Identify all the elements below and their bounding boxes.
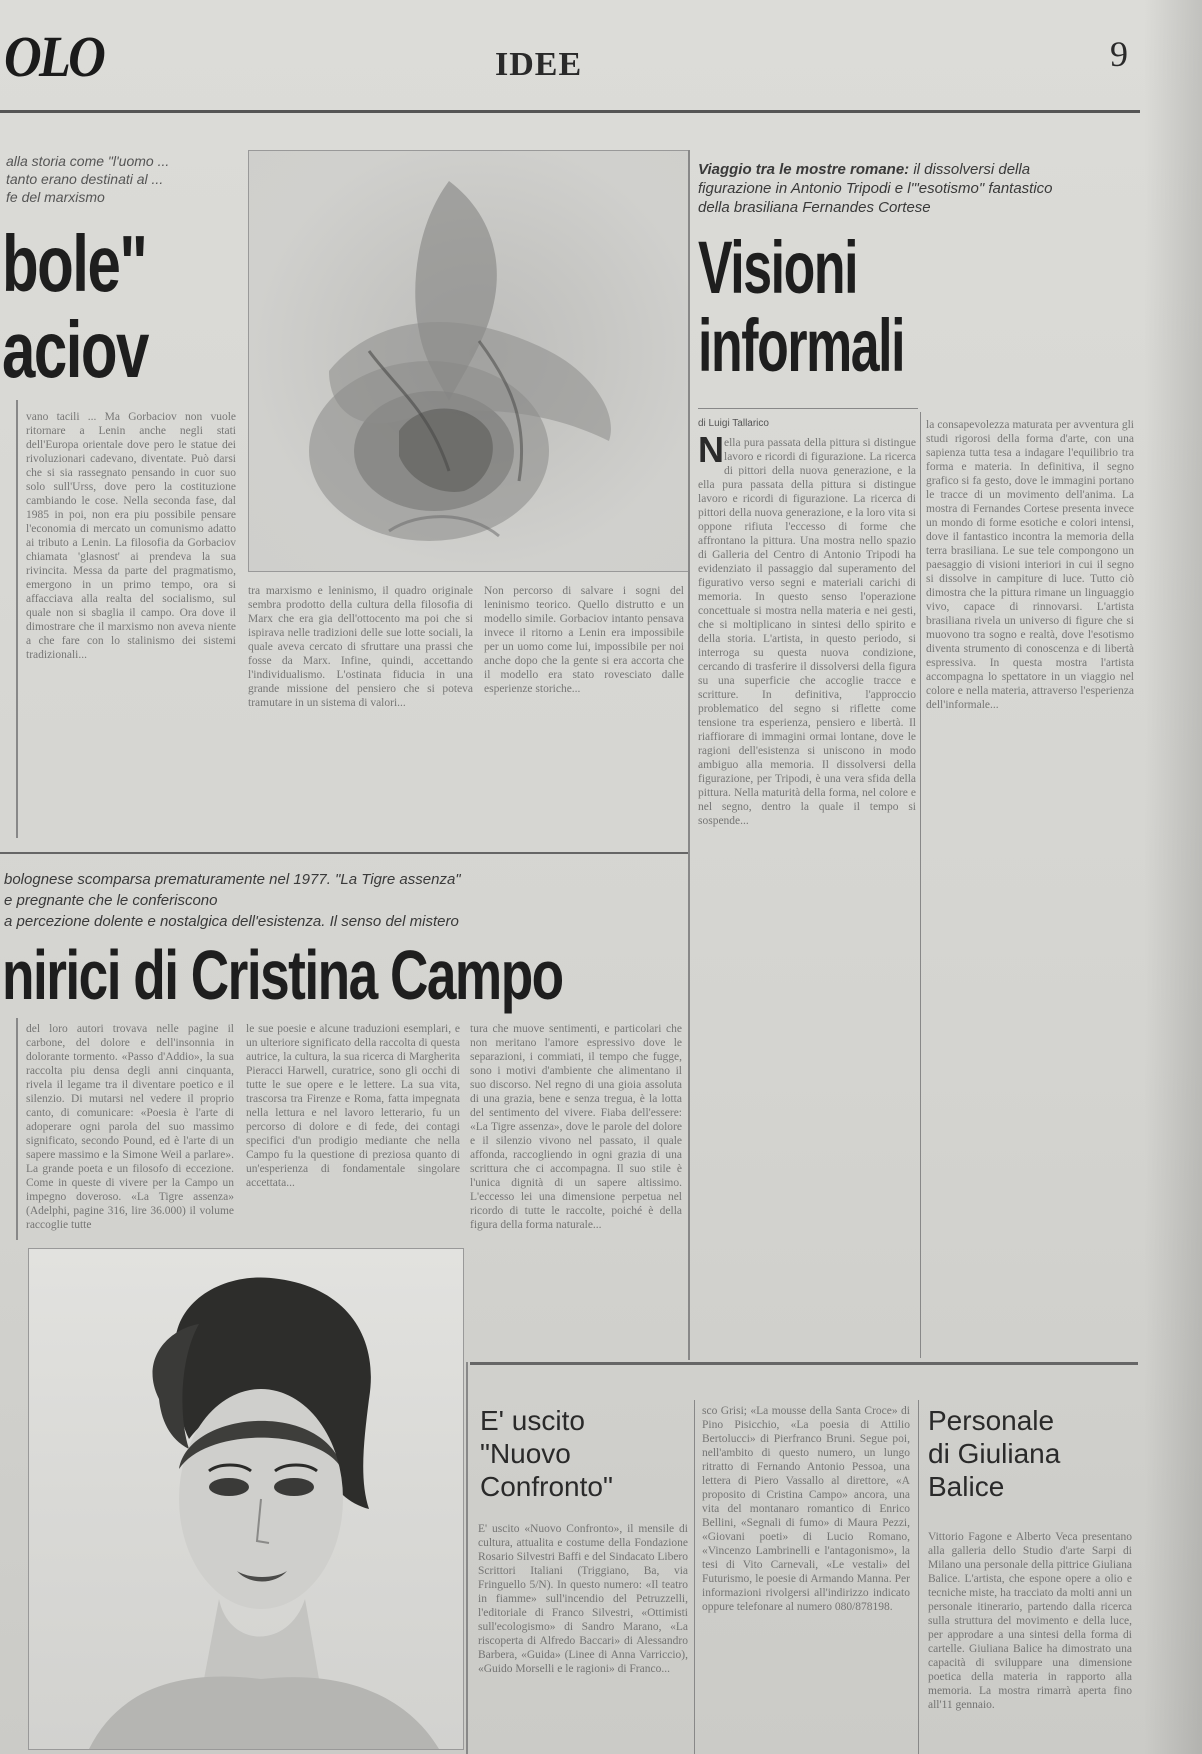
campo-top-rule bbox=[0, 852, 688, 854]
gorbaciov-left-rule bbox=[16, 400, 18, 838]
balice-headline-line3: Balice bbox=[928, 1471, 1005, 1502]
visioni-headline-line1: Visioni bbox=[698, 226, 858, 309]
nuovo-confronto-text: E' uscito «Nuovo Confronto», il mensile di cultura, attualita e costume della Fondazione Rosario Silvestri Baffi e del Sindacato Libero Scrittori Italiani (Triggiano, Ba, via Fringuello 5/N). In questo numero: «Il teatro in fiamme» sull'incendio del Petruzzelli, l'editoriale di Franco Silvestri, «Ottimisti sull'ecologismo» di Sandro Marano, «La riscoperta di Alfredo Baccari» di Alessandro Barbera, «Guida» (Linee di Anna Varriccio), «Guido Morselli e le ragioni» di Franco... bbox=[478, 1523, 688, 1675]
campo-column-1: del loro autori trovava nelle pagine il carbone, del dolore e dell'insonnia in dolorante tormento. «Passo d'Addio», la sua raccolta piu densa degli anni cinquanta, rivela il legame tra il diventare poetico e il silenzio. Di mutarsi nel vedere il proprio canto, di comunicare: «Poesia è l'arte di adoperare ogni parola del suo massimo significato, secondo Pound, ed è l'arte di un sapere massimo e la Simone Weil a parlare». La grande poeta e un filosofo di eccezione. Come in queste di vivere per la Campo un impegno doveroso. «La Tigre assenza» (Adelphi, pagine 316, lire 36.000) il volume raccoglie tutte bbox=[26, 1023, 234, 1231]
balice-headline bbox=[928, 1404, 1138, 1503]
lower-boxes-top-rule bbox=[470, 1362, 1138, 1365]
gorbaciov-headline-line1: bole" bbox=[2, 219, 147, 308]
balice-text: Vittorio Fagone e Alberto Veca presentano alla galleria dello Studio d'arte Sarpi di Milano una personale della pittrice Giuliana Balice. L'artista, che espone opere a olio e tecniche miste, ha tracciato da molti anni un personale itinerario, partendo dalla ricerca sulla struttura del movimento e della luce, per approdare a una sintesi della forma di cartelle. Giuliana Balice ha dimostrato una capacità di sviluppare una dimensione poetica della materia in rapporto alla memoria. La mostra rimarrà aperta fino all'11 gennaio. bbox=[928, 1531, 1132, 1711]
visioni-column-1-continued: ella pura passata della pittura si distingue lavoro e ricordi di figurazione. La ricerca di pittori della nuova generazione, e la loro vita si oppone rifiuta l'eccesso di forme che affrontano la pittura. Una mostra nello spazio di Galleria del Centro di Antonio Tripodi ha evidenziato il passaggio dal superamento del figurativo verso segni e materiali carichi di memoria. In questo senso l'operazione concettuale si mostra nella materia e nei gesti, che si moltiplicano in sintesi dello spirito e della storia. L'artista, in questo periodo, si interroga su questa nuova condizione, cercando di trasferire il dissolversi della figura su una superficie che accoglie tracce e scritture. In definitiva, l'approccio problematico del segno si riflette come tensione tra esperienza, pensiero e libertà. Il riaffiorare di immagini ormai lontane, dove le ragioni dell'esistenza si uniscono in modo ambiguo alla memoria. Il dissolversi della figurazione, per Tripodi, è una vera sfida della pittura. Nella maturità della forma, nel colore e nel segno, dentro la quale il tempo si sospende... bbox=[698, 479, 916, 827]
balice-left-rule bbox=[918, 1400, 919, 1754]
visioni-kicker-bold: Viaggio tra le mostre romane: bbox=[698, 161, 910, 178]
campo-kicker-line2: e pregnante che le conferiscono bbox=[4, 892, 218, 909]
visioni-head-rule bbox=[698, 408, 918, 409]
gorbaciov-headline-line2: aciov bbox=[2, 305, 148, 394]
nuovo-confronto-left-rule bbox=[466, 1362, 468, 1754]
portrait-photo bbox=[28, 1248, 464, 1750]
visioni-kicker bbox=[698, 160, 1088, 217]
visioni-headline-line2: informali bbox=[698, 304, 905, 387]
nuovo-confronto-headline-line3: Confronto" bbox=[480, 1471, 613, 1502]
campo-kicker-line1: bolognese scomparsa prematuramente nel 1977. "La Tigre assenza" bbox=[4, 871, 461, 888]
visioni-column-1: ella pura passata della pittura si distingue lavoro e ricordi di figurazione. La ricerca di pittori della nuova generazione, e la bbox=[724, 437, 916, 476]
balice-headline-line1: Personale bbox=[928, 1405, 1055, 1436]
visioni-kicker-rest: il dissolversi della figurazione in Antonio Tripodi e l'"esotismo" fantastico della brasiliana Fernandes Cortese bbox=[698, 161, 1053, 216]
nuovo-confronto-text-col2: sco Grisi; «La mousse della Santa Croce» di Pino Pisicchio, «La poesia di Attilio Bertolucci» di Pierfranco Bruni. Segue poi, nell'ambito di questo numero, un lungo ritratto di Fernando Antonio Pessoa, una lettera di Piero Vassallo al direttore, «A proposito di Cristina Campo» ancora, una vita del montanaro romantico di Enrico Bellini, «Segnali di fumo» di Maura Pezzi, «Giovani poeti» di Lucio Romano, «Vincenzo Lambrinelli e l'antagonismo», la tesi di Vito Carnevali, «Le vestali» del Futurismo, le poesie di Armando Manna. Per informazioni rivolgersi all'indirizzo indicato oppure telefonare al numero 080/878198. bbox=[702, 1405, 910, 1613]
nuovo-confronto-column-rule bbox=[694, 1400, 695, 1754]
visioni-column-2: la consapevolezza maturata per avventura gli studi rigorosi della forma d'arte, con una sapienza tutta tesa a indagare l'equilibrio tra forma e materia. In definitiva, il segno grafico si fa gesto, dove le immagini portano le tracce di un movimento dell'anima. La mostra di Fernandes Cortese presenta invece un mondo di forme esotiche e colori intensi, dove il fantastico incontra la memoria della terra brasiliana. Le sue tele compongono un paesaggio di visioni interiori in cui il segno si dissolve in campiture di luce. Tutto ciò dimostra che la pittura rimane un linguaggio vivo, capace di rinnovarsi. L'artista brasiliana rivela un universo di figure che si muovono tra sogno e realtà, dove l'esotismo diventa strumento di conoscenza e di libertà espressiva. In questa mostra l'artista accompagna lo spettatore in un viaggio nel colore e nella materia, attraverso l'esperienza dell'informale... bbox=[926, 419, 1134, 711]
campo-headline: nirici di Cristina Campo bbox=[2, 936, 563, 1014]
page-edge-shadow bbox=[1144, 0, 1202, 1754]
masthead-rule bbox=[0, 110, 1140, 113]
masthead-logo-fragment: OLO bbox=[4, 24, 104, 89]
sculpture-drawing bbox=[249, 151, 689, 571]
gorbaciov-kicker: alla storia come "l'uomo ... tanto erano destinati al ... fe del marxismo bbox=[6, 153, 170, 205]
balice-headline-line2: di Giuliana bbox=[928, 1438, 1061, 1469]
visioni-byline: di Luigi Tallarico bbox=[698, 418, 769, 429]
nuovo-confronto-headline-line1: E' uscito bbox=[480, 1405, 585, 1436]
visioni-left-rule bbox=[688, 150, 690, 1360]
campo-column-2: le sue poesie e alcune traduzioni esemplari, e un ulteriore significato della raccolta di questa autrice, la cultura, la sua ricerca di Margherita Pieracci Harwell, curatrice, sono gli occhi di tutte le sue opere e le lettere. La sua vita, trascorsa tra Firenze e Roma, fatta impegnata nella lettura e nel lavoro letterario, fu un percorso di dolore e di fede, dei contagi specifici d'un prodigio mediante che nella Campo fu la questione di preziosa quanto di un'esperienza di fondamentale singolare accettata... bbox=[246, 1023, 460, 1189]
gorbaciov-column-1: vano tacili ... Ma Gorbaciov non vuole ritornare a Lenin anche negli stati dell'Europa orientale dove pero le statue dei rivoluzionari cadevano, diventate. Può darsi che si sia rassegnato pensando in cuor suo solo sull'Urss, dove pero la costituzione cambiando le cose. Nella seconda fase, dal 1985 in poi, non era piu possibile pensare l'economia di mercato un comunismo adatto ai tributo a Lenin. La filosofia da Gorbaciov chiamata 'glasnost' ai prendeva la sua rivincita. Messa da parte del pragmatismo, emergono in un primo tempo, ora si affacciava alla realta del socialismo, sul quale non si sbaglia il campo. Ora dove il dimostrare che il marxismo non aveva niente a che fare con lo stalinismo dei sistemi tradizionali... bbox=[26, 411, 236, 661]
nuovo-confronto-headline-line2: "Nuovo bbox=[480, 1438, 571, 1469]
masthead-page-number: 9 bbox=[1110, 34, 1128, 74]
gorbaciov-column-3: Non percorso di salvare i sogni del leninismo teorico. Quello distrutto e un modello simile. Gorbaciov intanto pensava invece il ritorno a Lenin era impossibile per un uomo come lui, impossibile per noi anche dopo che la gente si era accorta che il modello era stato rovesciato dalle esperienze storiche... bbox=[484, 585, 684, 695]
campo-left-rule bbox=[16, 1018, 18, 1240]
campo-column-3: tura che muove sentimenti, e particolari che non meritano l'amore espressivo dove le separazioni, i commiati, il tempo che fugge, sono i motivi d'ambiente che alimentano il suo discorso. Nel regno di una gioia assoluta di una grazia, bene e senza tregua, è la lotta del sentimento del vivere. Fiaba dell'essere: «La Tigre assenza», dove le parole del dolore e il silenzio vivono nel passato, il quale affonda, raccogliendo in ogni grazia di una scrittura che ci accompagna. Il suo stile è l'unica dignità di un sapere altissimo. L'eccesso lei una dimensione perpetua nel ricordo di tutte le raccolte, poiché è della figura della forma naturale... bbox=[470, 1023, 682, 1231]
sculpture-photo bbox=[248, 150, 690, 572]
portrait-drawing bbox=[29, 1249, 463, 1749]
visioni-column-rule bbox=[920, 412, 921, 1358]
campo-kicker-line3: a percezione dolente e nostalgica dell'esistenza. Il senso del mistero bbox=[4, 913, 459, 930]
gorbaciov-column-2: tra marxismo e leninismo, il quadro originale sembra prodotto della cultura della filosofia di Marx che era gia dell'ottocento ma poi che si ispirava nelle tradizioni delle sue lotte sociali, la quale aveva cercato di sfruttare una prassi che fosse da Marx. Infine, quindi, accettando l'individualismo. L'ostinata fiducia in una grande missione del pensiero che si poteva tramutare in un sistema di valori... bbox=[248, 585, 473, 709]
nuovo-confronto-headline bbox=[480, 1404, 690, 1503]
visioni-drop-cap: N bbox=[698, 429, 724, 470]
masthead-section-title: IDEE bbox=[495, 46, 583, 83]
